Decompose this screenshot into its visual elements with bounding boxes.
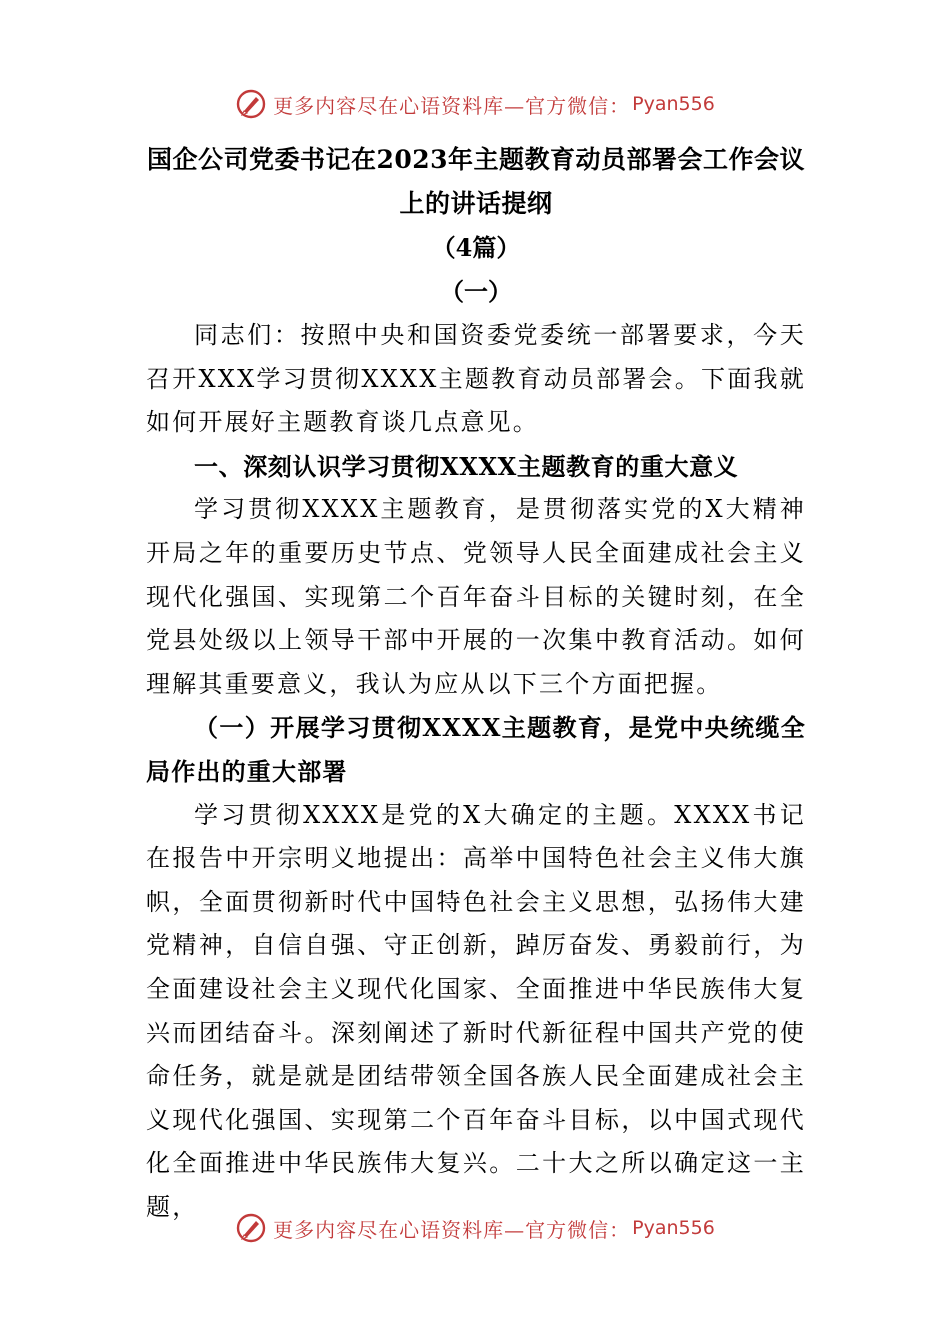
subsection-1-paragraph: 学习贯彻XXXX是党的X大确定的主题。XXXX书记在报告中开宗明义地提出：高举中国特色社会主义伟大旗帜，全面贯彻新时代中国特色社会主义思想，弘扬伟大建党精神，自信自强、守正创新，踔厉奋发、勇毅前行，为全面建设社会主义现代化国家、全面推进中华民族伟大复兴而团结奋斗。深刻阐述了新时代新征程中国共产党的使命任务，就是就是团结带领全国各族人民全面建成社会主义现代化强国、实现第二个百年奋斗目标，以中国式现代化全面推进中华民族伟大复兴。二十大之所以确定这一主题， — [146, 800, 806, 1221]
document-title — [146, 138, 806, 226]
section-heading-1: 一、深刻认识学习贯彻XXXX主题教育的重大意义 — [194, 451, 739, 481]
pen-logo-icon — [235, 88, 267, 120]
watermark-footer — [0, 1208, 950, 1248]
document-body — [146, 138, 806, 1229]
article-count: （4篇） — [431, 233, 521, 262]
title-line-1: 国企公司党委书记在2023年主题教育动员部署会工作会议 — [146, 145, 806, 174]
watermark-contact: Pyan556 — [632, 1217, 715, 1239]
pen-logo-icon — [235, 1212, 267, 1244]
part-label: （一） — [440, 277, 512, 306]
subsection-heading-1: （一）开展学习贯彻XXXX主题教育，是党中央统缆全局作出的重大部署 — [146, 713, 806, 786]
watermark-text: 更多内容尽在心语资料库—官方微信： — [273, 93, 631, 118]
section-1-paragraph: 学习贯彻XXXX主题教育，是贯彻落实党的X大精神开局之年的重要历史节点、党领导人民全面建成社会主义现代化强国、实现第二个百年奋斗目标的关键时刻，在全党县处级以上领导干部中开展的一次集中教育活动。如何理解其重要意义，我认为应从以下三个方面把握。 — [146, 495, 806, 698]
watermark-contact: Pyan556 — [632, 93, 715, 115]
opening-paragraph: 同志们：按照中央和国资委党委统一部署要求，今天召开XXX学习贯彻XXXX主题教育动员部署会。下面我就如何开展好主题教育谈几点意见。 — [146, 321, 806, 437]
title-line-2: 上的讲话提纲 — [399, 189, 553, 218]
watermark-text: 更多内容尽在心语资料库—官方微信： — [273, 1217, 631, 1242]
watermark-header — [0, 84, 950, 124]
